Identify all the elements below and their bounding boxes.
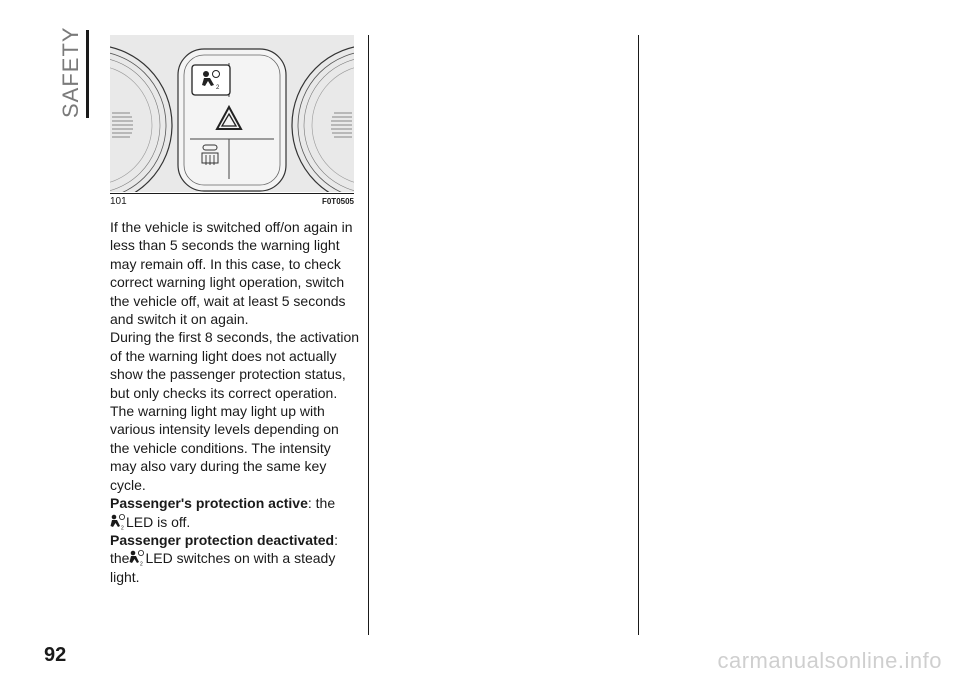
dashboard-illustration <box>110 35 354 192</box>
item-rest: LED is off. <box>126 513 191 530</box>
passenger-airbag-button <box>192 65 230 95</box>
protection-deactivated-item <box>110 531 360 586</box>
passenger-airbag-off-icon <box>110 514 126 530</box>
protection-active-item <box>110 494 360 531</box>
section-rule <box>86 30 89 118</box>
figure-caption <box>110 193 354 206</box>
svg-text:2: 2 <box>216 85 220 91</box>
svg-text:2: 2 <box>121 525 124 530</box>
item-rest: LED switches on with a steady light. <box>110 550 336 585</box>
item-sep: : <box>334 531 338 548</box>
page-number: 92 <box>44 644 67 666</box>
figure-number: 101 <box>110 196 127 207</box>
watermark: carmanualsonline.info <box>717 648 942 673</box>
section-label: SAFETY <box>58 26 83 118</box>
item-sep: : the <box>307 495 336 512</box>
passenger-airbag-off-icon <box>129 550 145 566</box>
item-term: Passenger protection deactivated <box>110 531 335 548</box>
paragraph: If the vehicle is switched off/on again in less than 5 seconds the warning light may remain off. In this case, to check correct warning light operation, switch the vehicle off, wait at least 5 seconds and switch it on again. <box>110 219 353 328</box>
item-pre: the <box>110 550 130 567</box>
body-text <box>110 218 360 586</box>
figure-code: F0T0505 <box>321 197 354 206</box>
item-term: Passenger's protection active <box>110 495 308 512</box>
paragraph: During the first 8 seconds, the activation of the warning light does not actually show the passenger protection status, but only checks its correct operation. <box>110 329 360 401</box>
column-divider-1 <box>368 35 369 635</box>
section-tab <box>58 26 88 120</box>
paragraph: The warning light may light up with various intensity levels depending on the vehicle conditions. The intensity may also vary during the same key cycle. <box>110 403 339 493</box>
svg-text:2: 2 <box>140 561 144 567</box>
column-divider-2 <box>638 35 639 635</box>
dashboard-figure <box>110 35 354 192</box>
